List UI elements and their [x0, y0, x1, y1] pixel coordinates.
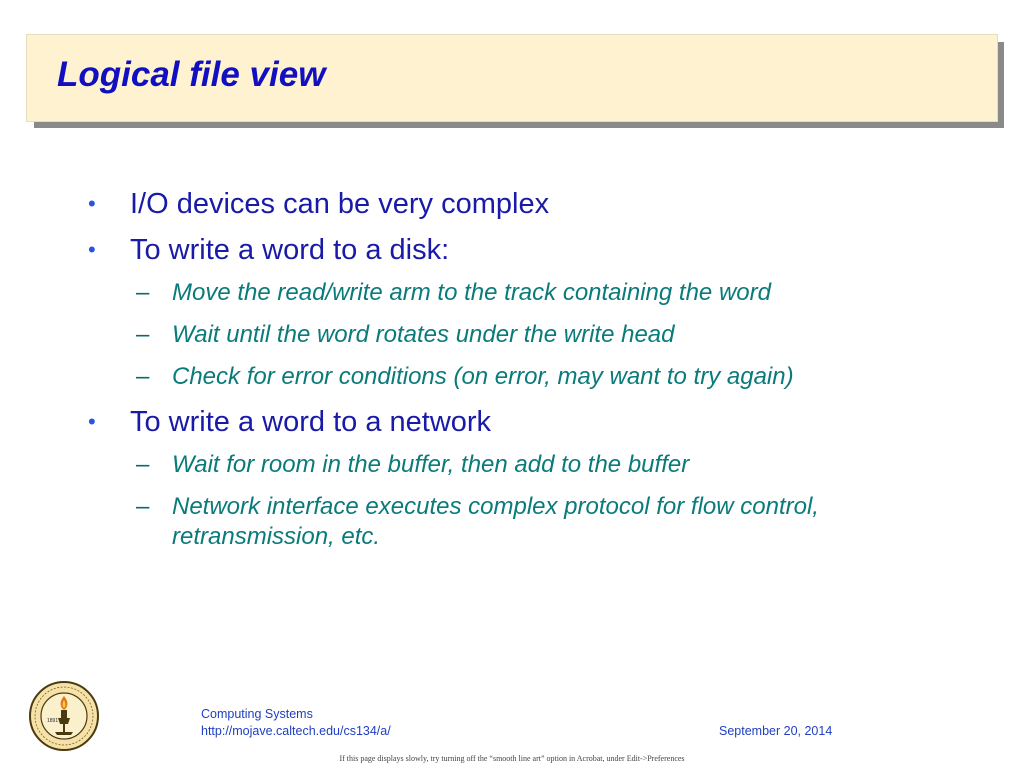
footer-left	[201, 706, 391, 740]
footnote: If this page displays slowly, try turning off the “smooth line art” option in Acrobat, under Edit->Preferences	[339, 754, 685, 763]
sub-bullet-text: Check for error conditions (on error, may want to try again)	[172, 363, 794, 390]
bullet-item	[84, 232, 964, 268]
dash-icon: –	[136, 321, 150, 348]
bullet-text: To write a word to a disk:	[130, 234, 450, 266]
dash-icon: –	[136, 279, 150, 306]
bullet-item	[84, 404, 964, 440]
dash-icon: –	[136, 451, 150, 478]
sub-bullet-text: Network interface executes complex protocol for flow control, retransmission, etc.	[172, 493, 819, 550]
footer-course: Computing Systems	[201, 707, 313, 721]
caltech-seal-icon	[28, 680, 100, 752]
bullet-dot-icon: •	[88, 191, 96, 216]
bullet-item	[84, 186, 964, 222]
bullet-dot-icon: •	[88, 237, 96, 262]
sub-bullet-item	[136, 362, 964, 392]
bullet-text: To write a word to a network	[130, 406, 492, 438]
footer-date: September 20, 2014	[719, 724, 833, 738]
sub-bullet-text: Wait for room in the buffer, then add to the buffer	[172, 451, 690, 478]
seal-year: 1891	[47, 718, 59, 724]
dash-icon: –	[136, 363, 150, 390]
sub-bullet-item	[136, 450, 964, 480]
footer-url[interactable]: http://mojave.caltech.edu/cs134/a/	[201, 724, 391, 738]
slide-title: Logical file view	[57, 55, 326, 94]
sub-bullet-item	[136, 492, 964, 552]
sub-bullet-text: Wait until the word rotates under the write head	[172, 321, 675, 348]
bullet-text: I/O devices can be very complex	[130, 188, 550, 220]
sub-bullet-item	[136, 278, 964, 308]
bullet-dot-icon: •	[88, 409, 96, 434]
title-box	[26, 34, 998, 122]
dash-icon: –	[136, 493, 150, 520]
bullet-list	[84, 186, 964, 564]
sub-bullet-item	[136, 320, 964, 350]
sub-bullet-text: Move the read/write arm to the track containing the word	[172, 279, 771, 306]
